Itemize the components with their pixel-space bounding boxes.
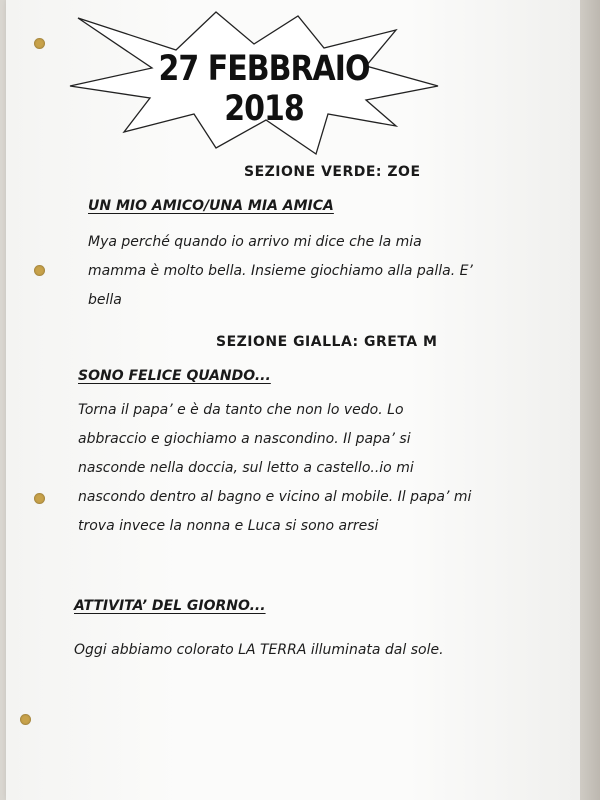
section-gialla-subtitle: SONO FELICE QUANDO... [78,368,271,384]
punch-hole-lower [34,493,45,504]
punch-hole-top [34,38,45,49]
attivita-subtitle: ATTIVITA’ DEL GIORNO... [74,598,266,614]
text-line: bella [88,292,122,308]
text-line: abbraccio e giochiamo a nascondino. Il papa’ si [78,431,411,447]
text-line: Oggi abbiamo colorato LA TERRA illuminata dal sole. [74,642,444,658]
page-date: 27 FEBBRAIO 2018 [158,48,370,130]
section-gialla-body [78,396,471,541]
text-line: nascondo dentro al bagno e vicino al mobile. Il papa’ mi [78,489,472,505]
section-verde-heading: SEZIONE VERDE: ZOE [244,164,421,180]
section-verde-subtitle: UN MIO AMICO/UNA MIA AMICA [88,198,334,214]
text-line: trova invece la nonna e Luca si sono arresi [78,518,379,534]
background-surface [580,0,600,800]
punch-hole-bottom [20,714,31,725]
text-line: Mya perché quando io arrivo mi dice che la mia [88,234,422,250]
punch-hole-middle [34,265,45,276]
text-line: Torna il papa’ e è da tanto che non lo vedo. Lo [78,402,404,418]
text-line: mamma è molto bella. Insieme giochiamo alla palla. E’ [88,263,473,279]
section-gialla-heading: SEZIONE GIALLA: GRETA M [216,334,438,350]
section-verde-body [88,228,473,315]
text-line: nasconde nella doccia, sul letto a castello..io mi [78,460,414,476]
paper-sheet [6,0,580,800]
attivita-body [74,636,444,665]
